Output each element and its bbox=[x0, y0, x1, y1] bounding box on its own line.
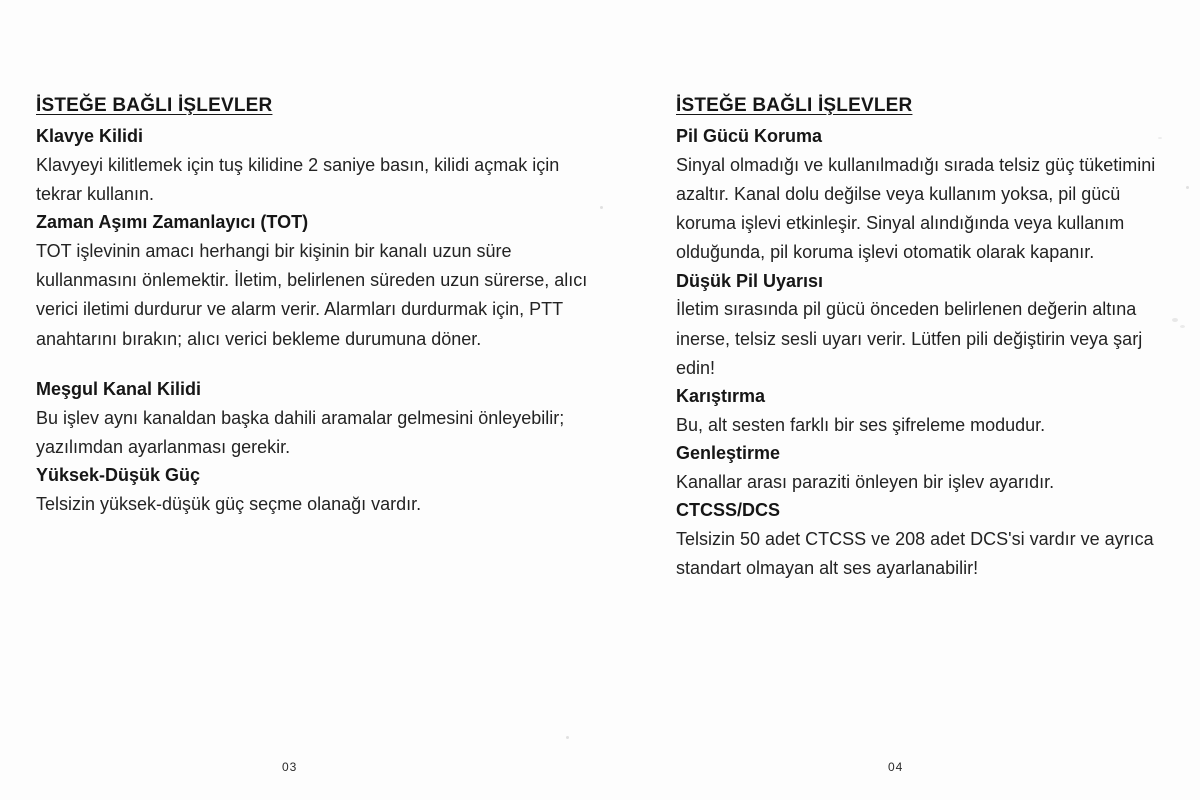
section-genlestirme bbox=[676, 440, 1176, 497]
section-zaman-asimi-zamanlayici bbox=[36, 209, 596, 354]
paragraph-ctcss-dcs: Telsizin 50 adet CTCSS ve 208 adet DCS'si vardır ve ayrıca standart olmayan alt ses ayarlanabilir! bbox=[676, 528, 1154, 579]
paragraph-karistirma: Bu, alt sesten farklı bir ses şifreleme modudur. bbox=[676, 414, 1046, 435]
paragraph-mesgul-kanal-kilidi: Bu işlev aynı kanaldan başka dahili aramalar gelmesini önleyebilir; yazılımdan ayarlanması gerekir. bbox=[36, 407, 565, 457]
document-page-left bbox=[36, 95, 596, 519]
paragraph-dusuk-pil-uyarisi: İletim sırasında pil gücü önceden belirlenen değerin altına inerse, telsiz sesli uyarı verir. Lütfen pili değiştirin veya şarj edin! bbox=[676, 299, 1143, 378]
subheading-dusuk-pil-uyarisi: Düşük Pil Uyarısı bbox=[676, 270, 824, 291]
scan-artifact bbox=[1186, 186, 1189, 189]
section-mesgul-kanal-kilidi bbox=[36, 376, 596, 462]
paragraph-spacer bbox=[36, 354, 596, 376]
subheading-pil-gucu-koruma: Pil Gücü Koruma bbox=[676, 126, 823, 146]
paragraph-zaman-asimi-zamanlayici: TOT işlevinin amacı herhangi bir kişinin bir kanalı uzun süre kullanmasını önlemektir. İletim, belirlenen süreden uzun sürerse, alıcı verici iletimi durdurur ve alarm verir. Alarmları durdurmak için, PTT anahtarını bırakın; alıcı verici bekleme durumuna döner. bbox=[36, 241, 588, 349]
paragraph-genlestirme: Kanallar arası paraziti önleyen bir işlev ayarıdır. bbox=[676, 471, 1055, 492]
scan-artifact bbox=[1180, 325, 1185, 328]
subheading-klavye-kilidi: Klavye Kilidi bbox=[36, 126, 144, 146]
scan-artifact bbox=[1172, 318, 1178, 322]
subheading-zaman-asimi-zamanlayici: Zaman Aşımı Zamanlayıcı (TOT) bbox=[36, 212, 309, 233]
subheading-ctcss-dcs: CTCSS/DCS bbox=[676, 499, 781, 520]
section-pil-gucu-koruma bbox=[676, 123, 1176, 268]
paragraph-yuksek-dusuk-guc: Telsizin yüksek-düşük güç seçme olanağı vardır. bbox=[36, 493, 422, 514]
page-number-left: 03 bbox=[282, 760, 298, 774]
section-dusuk-pil-uyarisi bbox=[676, 268, 1176, 383]
page-number-right: 04 bbox=[888, 760, 904, 774]
scan-artifact bbox=[1158, 137, 1162, 139]
section-klavye-kilidi bbox=[36, 123, 596, 209]
subheading-karistirma: Karıştırma bbox=[676, 385, 766, 406]
document-page-right bbox=[676, 95, 1176, 583]
section-yuksek-dusuk-guc bbox=[36, 462, 596, 519]
scan-artifact bbox=[566, 736, 569, 739]
subheading-mesgul-kanal-kilidi: Meşgul Kanal Kilidi bbox=[36, 378, 202, 399]
page-title-left: İSTEĞE BAĞLI İŞLEVLER bbox=[36, 95, 273, 116]
paragraph-pil-gucu-koruma: Sinyal olmadığı ve kullanılmadığı sırada telsiz güç tüketimini azaltır. Kanal dolu değilse veya kullanım yoksa, pil gücü koruma işlevi etkinleşir. Sinyal alındığında veya kullanım olduğunda, pil koruma işlevi otomatik olarak kapanır. bbox=[676, 154, 1156, 263]
section-karistirma bbox=[676, 383, 1176, 440]
subheading-genlestirme: Genleştirme bbox=[676, 442, 781, 463]
subheading-yuksek-dusuk-guc: Yüksek-Düşük Güç bbox=[36, 464, 201, 485]
section-ctcss-dcs bbox=[676, 497, 1176, 583]
scan-artifact bbox=[600, 206, 603, 209]
paragraph-klavye-kilidi: Klavyeyi kilitlemek için tuş kilidine 2 saniye basın, kilidi açmak için tekrar kullanın. bbox=[36, 154, 560, 205]
page-title-right: İSTEĞE BAĞLI İŞLEVLER bbox=[676, 95, 913, 116]
